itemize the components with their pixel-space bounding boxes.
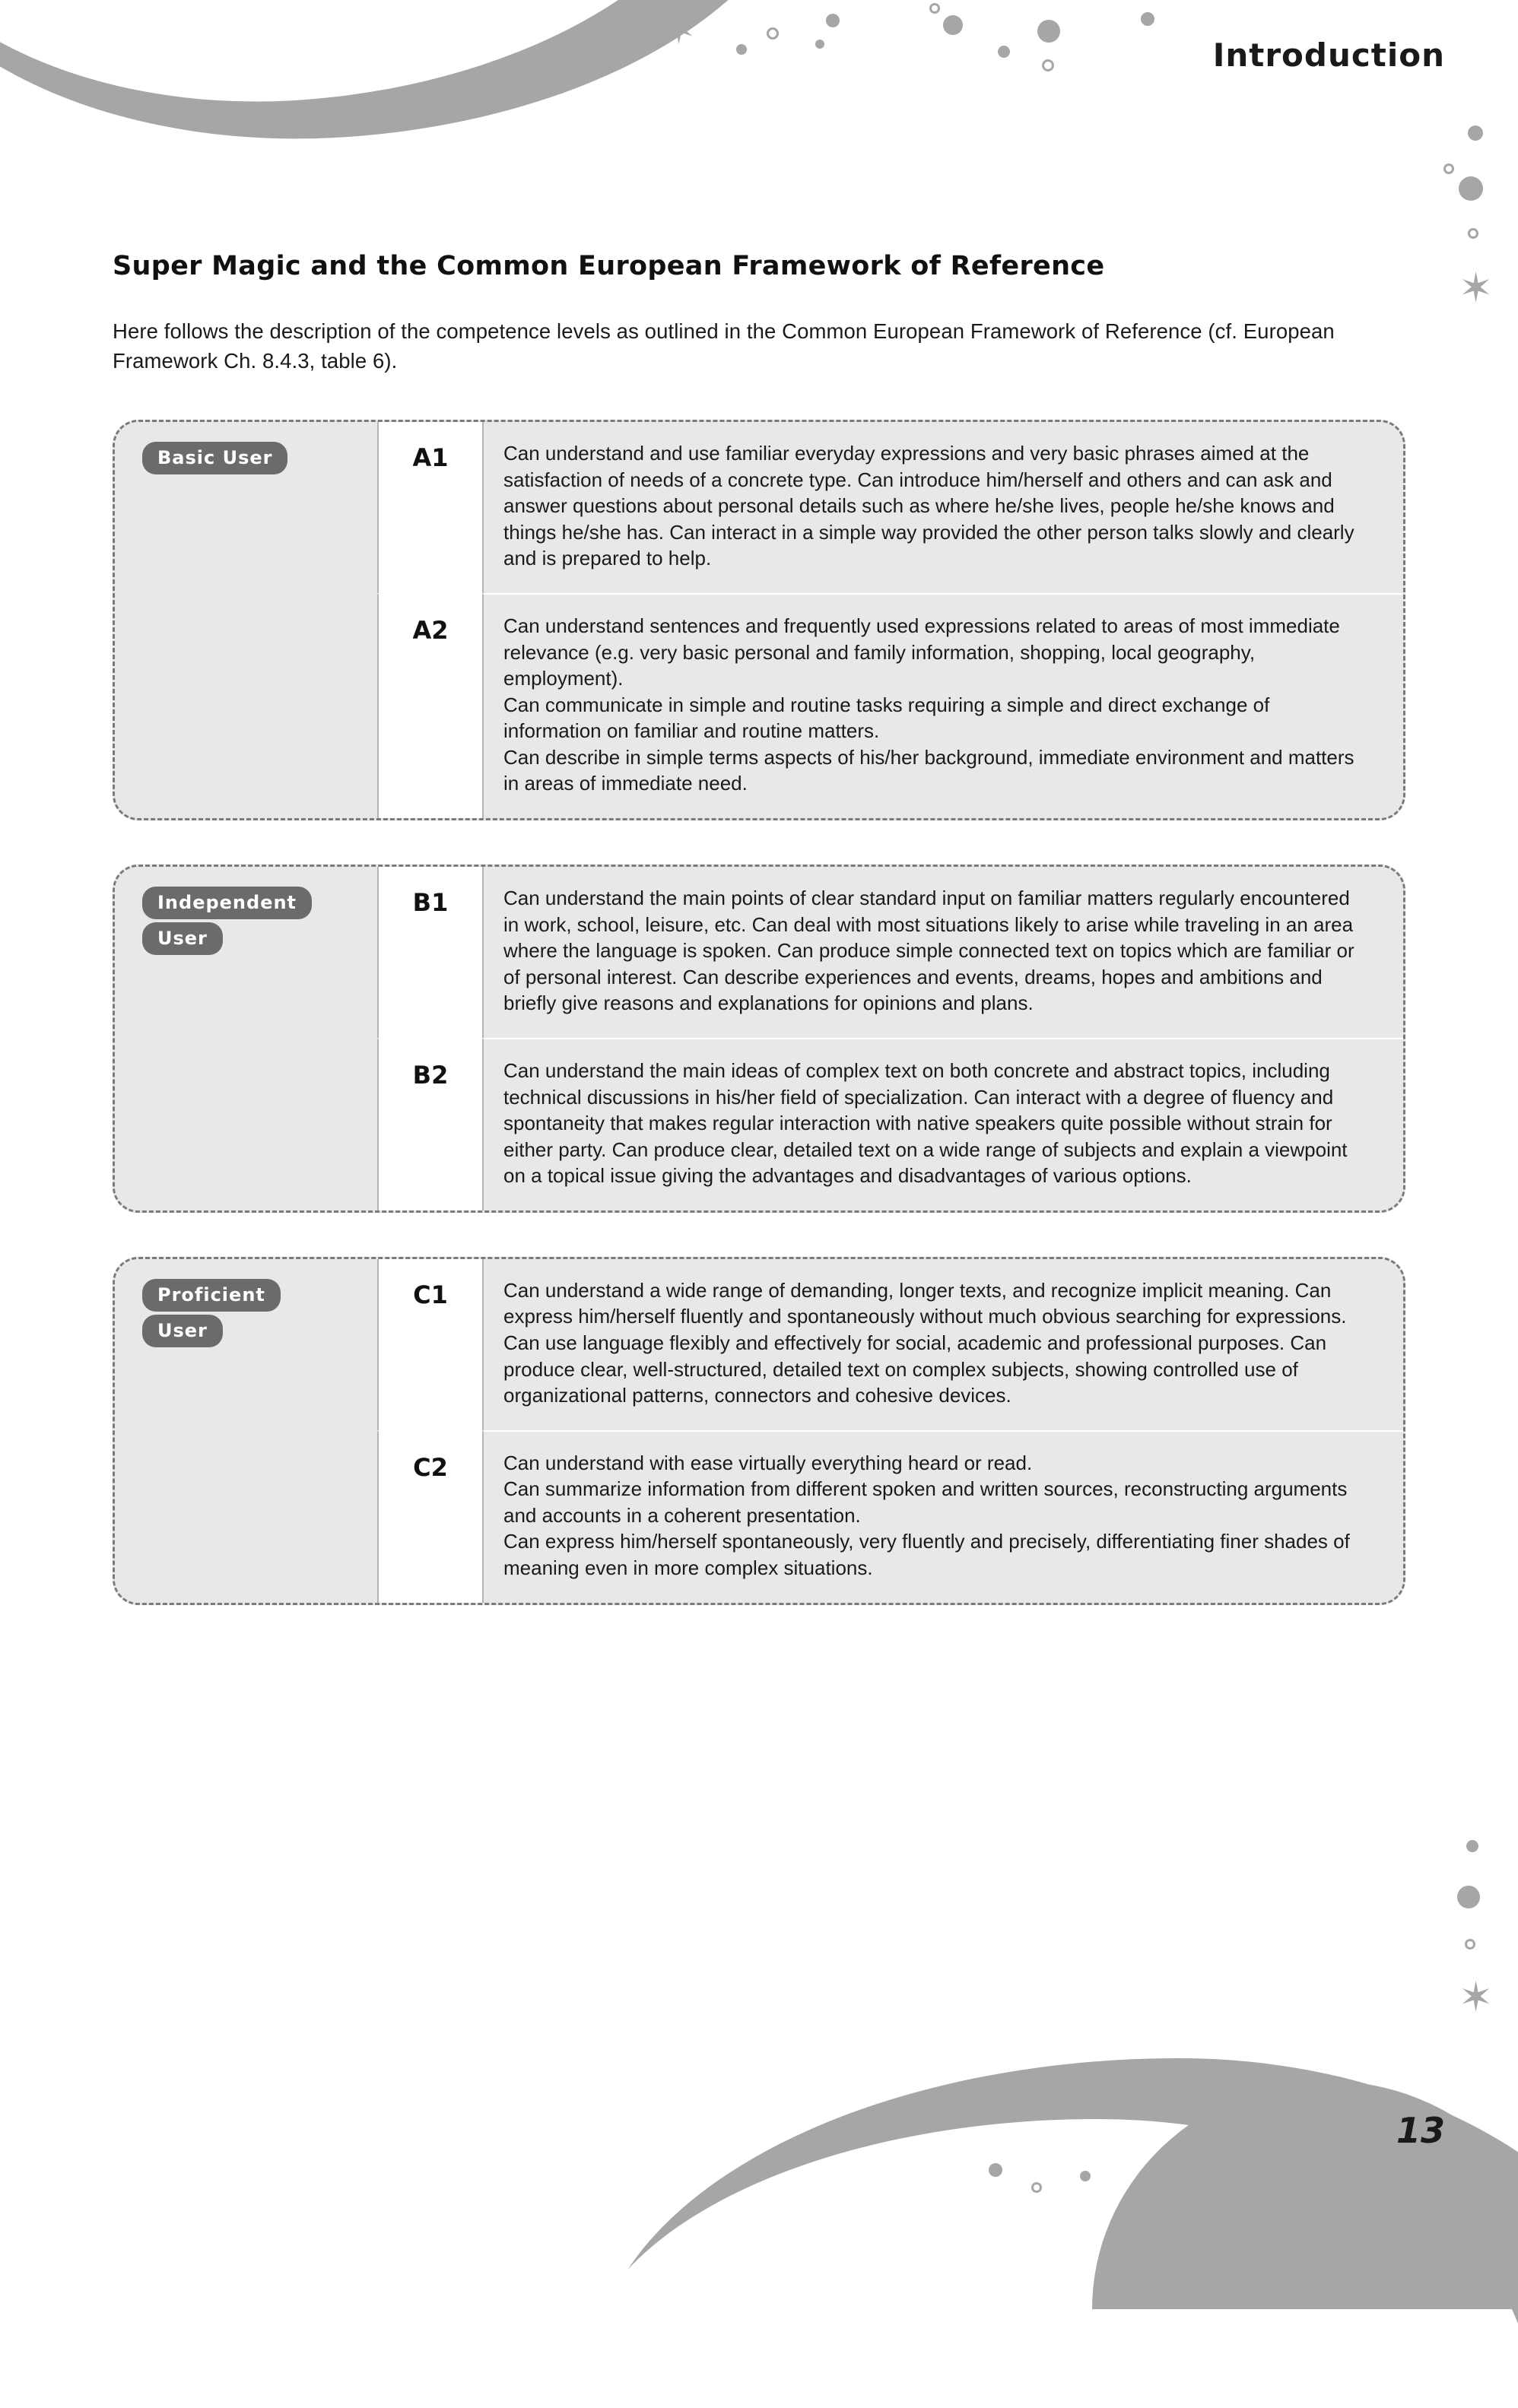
dot-icon <box>1141 12 1154 26</box>
dot-icon <box>929 3 940 14</box>
level-code: B2 <box>377 1038 484 1210</box>
level-label-cell <box>115 867 377 1038</box>
section-title: Super Magic and the Common European Framework of Reference <box>113 251 1105 281</box>
level-code: C1 <box>377 1259 484 1430</box>
level-description: Can understand the main ideas of complex text on both concrete and abstract topics, including technical discussions in his/her field of specialization. Can interact with a degree of fluency and spontaneity that makes regular interaction with native speakers quite possible without strain for either party. Can produce clear, detailed text on a wide range of subjects and explain a viewpoint on a topical issue giving the advantages and disadvantages of various options. <box>484 1038 1403 1210</box>
dot-icon <box>767 27 779 40</box>
level-label-cell <box>115 1038 377 1210</box>
level-code: C2 <box>377 1430 484 1603</box>
level-code: A1 <box>377 422 484 593</box>
dot-icon <box>1468 228 1478 239</box>
level-description: Can understand and use familiar everyday expressions and very basic phrases aimed at the satisfaction of needs of a concrete type. Can introduce him/herself and others and can ask and answer questions about personal details such as where he/she lives, people he/she knows and things he/she has. Can interact in a simple way provided the other person talks slowly and clearly and is prepared to help. <box>484 422 1403 593</box>
dot-icon <box>1316 2165 1328 2178</box>
level-block-independent-user <box>113 865 1405 1213</box>
dot-icon <box>989 2163 1002 2177</box>
dot-icon <box>998 46 1010 58</box>
badge-line: Basic User <box>142 442 287 474</box>
intro-paragraph: Here follows the description of the competence levels as outlined in the Common European Framework of Reference (cf. European Framework Ch. 8.4.3, table 6). <box>113 319 1335 373</box>
level-description-line: Can describe in simple terms aspects of his/her background, immediate environment and matters in areas of immediate need. <box>503 745 1354 795</box>
level-description: Can understand a wide range of demanding, longer texts, and recognize implicit meaning. Can express him/herself fluently and spontaneously without much obvious searching for expressions. Can use language flexibly and effectively for social, academic and professional purposes. Can produce clear, well-structured, detailed text on complex subjects, showing controlled use of organizational patterns, connectors and cohesive devices. <box>484 1259 1403 1430</box>
level-description-line: Can summarize information from different spoken and written sources, reconstructing arguments and accounts in a coherent presentation. <box>503 1477 1348 1527</box>
dot-icon <box>1457 1886 1480 1908</box>
level-description-line: Can understand with ease virtually everything heard or read. <box>503 1451 1033 1474</box>
dot-icon <box>826 14 840 27</box>
table-row <box>115 867 1403 1038</box>
level-description-line: Can communicate in simple and routine tasks requiring a simple and direct exchange of information on familiar and routine matters. <box>503 693 1270 743</box>
level-label-cell <box>115 422 377 593</box>
level-description-line: Can understand sentences and frequently used expressions related to areas of most immediate relevance (e.g. very basic personal and family information, shopping, local geography, employment). <box>503 614 1340 690</box>
dot-icon <box>1468 125 1483 141</box>
page-title: Introduction <box>1212 36 1445 74</box>
level-code: B1 <box>377 867 484 1038</box>
dot-icon <box>1080 2171 1091 2181</box>
page-number: 13 <box>1396 2110 1445 2151</box>
level-label-cell <box>115 593 377 818</box>
table-row <box>115 593 1403 818</box>
table-row <box>115 1430 1403 1603</box>
dot-icon <box>943 15 963 35</box>
dot-icon <box>1465 1939 1475 1950</box>
star-icon: ✶ <box>662 5 697 53</box>
level-description <box>484 1430 1403 1603</box>
main-content <box>113 251 1405 1649</box>
dot-icon <box>1459 176 1483 201</box>
level-block-basic-user <box>113 420 1405 820</box>
badge-line: User <box>142 1315 223 1347</box>
level-description-line: Can express him/herself spontaneously, very fluently and precisely, differentiating finer shades of meaning even in more complex situations. <box>503 1530 1350 1580</box>
badge-line: Proficient <box>142 1279 281 1312</box>
dot-icon <box>1037 20 1060 43</box>
level-label-cell <box>115 1430 377 1603</box>
dot-icon <box>1031 2182 1042 2193</box>
level-description <box>484 593 1403 818</box>
table-row <box>115 1259 1403 1430</box>
badge-independent-user <box>142 887 377 955</box>
star-icon: ✶ <box>1459 1973 1494 2021</box>
dot-icon <box>1262 2150 1279 2167</box>
star-icon: ✶ <box>1459 264 1494 312</box>
dot-icon <box>1443 163 1454 174</box>
table-row <box>115 422 1403 593</box>
level-code: A2 <box>377 593 484 818</box>
dot-icon <box>1042 59 1054 71</box>
level-block-proficient-user <box>113 1257 1405 1605</box>
level-label-cell <box>115 1259 377 1430</box>
badge-proficient-user <box>142 1279 377 1347</box>
dot-icon <box>736 44 747 55</box>
dot-icon <box>1369 2138 1381 2150</box>
badge-basic-user <box>142 442 377 474</box>
badge-line: User <box>142 922 223 955</box>
dot-icon <box>815 40 824 49</box>
badge-line: Independent <box>142 887 312 919</box>
table-row <box>115 1038 1403 1210</box>
dot-icon <box>1466 1840 1478 1852</box>
level-description: Can understand the main points of clear standard input on familiar matters regularly encountered in work, school, leisure, etc. Can deal with most situations likely to arise while traveling in an area where the language is spoken. Can produce simple connected text on topics which are familiar or of personal interest. Can describe experiences and events, dreams, hopes and ambitions and briefly give reasons and explanations for opinions and plans. <box>484 867 1403 1038</box>
